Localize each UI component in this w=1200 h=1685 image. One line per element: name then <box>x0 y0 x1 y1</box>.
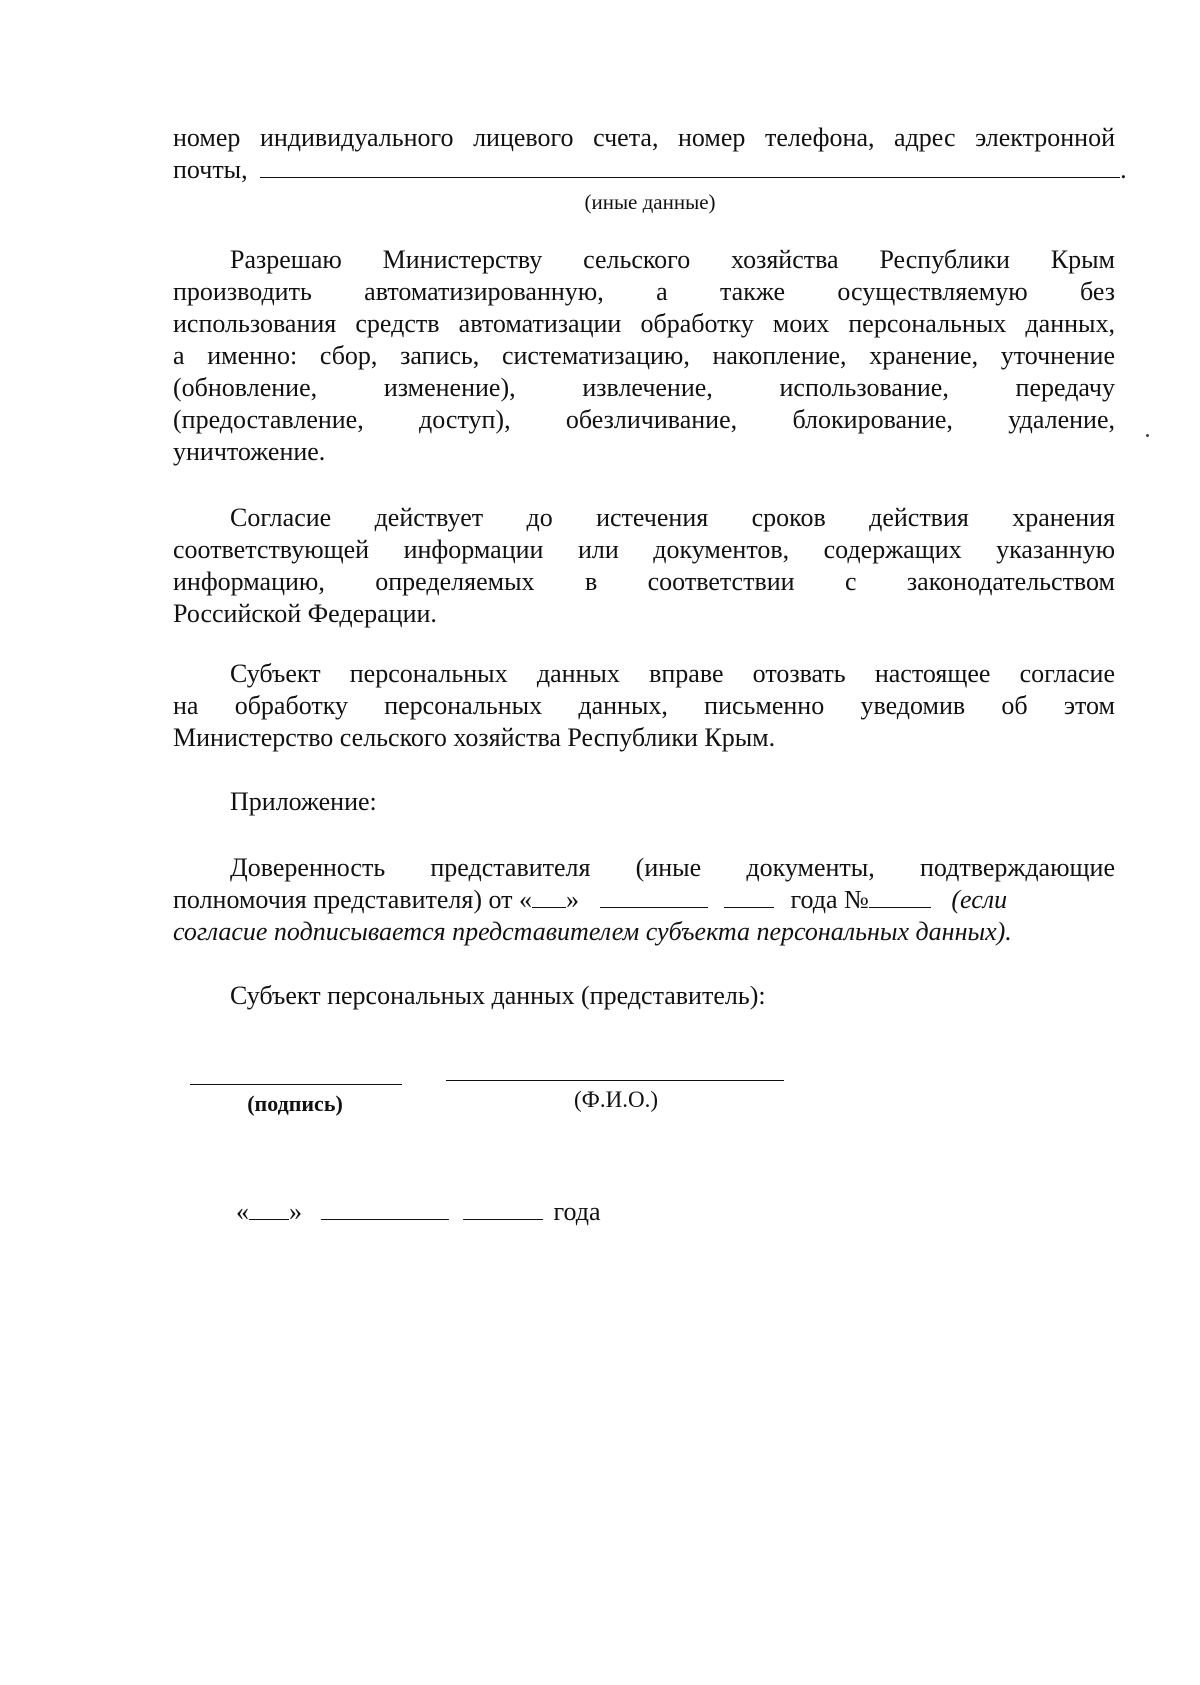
attachment-line-3: согласие подписывается представителем субъекта персональных данных). <box>173 917 1012 946</box>
permission-line: а именно: сбор, запись, систематизацию, накопление, хранение, уточнение <box>173 341 1115 370</box>
intro-period: . <box>1120 155 1127 184</box>
revocation-line: Субъект персональных данных вправе отозвать настоящее согласие <box>230 659 1115 688</box>
revocation-line-last: Министерство сельского хозяйства Республики Крым. <box>173 723 776 752</box>
date-row <box>236 1196 836 1228</box>
validity-line: информацию, определяемых в соответствии с законодательством <box>173 567 1115 596</box>
permission-paragraph <box>173 244 1115 468</box>
name-caption: (Ф.И.О.) <box>574 1087 658 1112</box>
intro-email-label: почты, <box>173 155 248 184</box>
revocation-paragraph <box>173 658 1115 754</box>
attachment-paragraph <box>173 852 1115 948</box>
name-line <box>446 1080 784 1081</box>
month-blank-line <box>600 885 708 908</box>
intro-line-1: номер индивидуального лицевого счета, номер телефона, адрес электронной <box>173 123 1115 152</box>
validity-paragraph <box>173 502 1115 630</box>
signature-caption: (подпись) <box>247 1091 343 1116</box>
date-open-quote: « <box>236 1197 249 1226</box>
other-data-blank-line <box>260 155 1120 178</box>
date-year-word: года <box>553 1197 601 1226</box>
year-blank-line <box>724 885 774 908</box>
date-day-blank-line <box>249 1197 289 1220</box>
attachment-line-1: Доверенность представителя (иные документы, подтверждающие <box>230 853 1115 882</box>
other-data-caption: (иные данные) <box>584 190 716 214</box>
validity-line: соответствующей информации или документов, содержащих указанную <box>173 535 1115 564</box>
attachment-close-quote: » <box>566 885 579 914</box>
intro-line-2 <box>173 154 1127 186</box>
permission-line: Разрешаю Министерству сельского хозяйства Республики Крым <box>230 245 1115 274</box>
validity-line: Согласие действует до истечения сроков действия хранения <box>230 503 1115 532</box>
permission-line: (обновление, изменение), извлечение, использование, передачу <box>173 373 1115 402</box>
day-blank-line <box>532 885 566 908</box>
validity-line-last: Российской Федерации. <box>173 599 437 628</box>
intro-block <box>173 122 1127 186</box>
date-year-blank-line <box>463 1197 543 1220</box>
attachment-from-label: полномочия представителя) от « <box>173 885 532 914</box>
permission-line: производить автоматизированную, а также осуществляемую без <box>173 277 1115 306</box>
scan-speck <box>1146 434 1149 437</box>
attachment-heading: Приложение: <box>230 787 377 816</box>
signature-line <box>190 1084 402 1085</box>
attachment-line-2 <box>173 884 1115 916</box>
attachment-year-number-label: года № <box>790 885 869 914</box>
date-month-blank-line <box>321 1197 449 1220</box>
signature-heading: Субъект персональных данных (представитель): <box>230 981 766 1010</box>
date-close-quote: » <box>289 1197 302 1226</box>
attachment-heading-block <box>173 786 1115 818</box>
revocation-line: на обработку персональных данных, письменно уведомив об этом <box>173 691 1115 720</box>
number-blank-line <box>869 885 931 908</box>
permission-line: использования средств автоматизации обработку моих персональных данных, <box>173 309 1115 338</box>
signature-heading-block <box>173 980 1115 1012</box>
attachment-if-note: (если <box>951 885 1008 914</box>
permission-line: (предоставление, доступ), обезличивание, блокирование, удаление, <box>173 405 1115 434</box>
date-line <box>236 1196 836 1228</box>
permission-line-last: уничтожение. <box>173 437 326 466</box>
